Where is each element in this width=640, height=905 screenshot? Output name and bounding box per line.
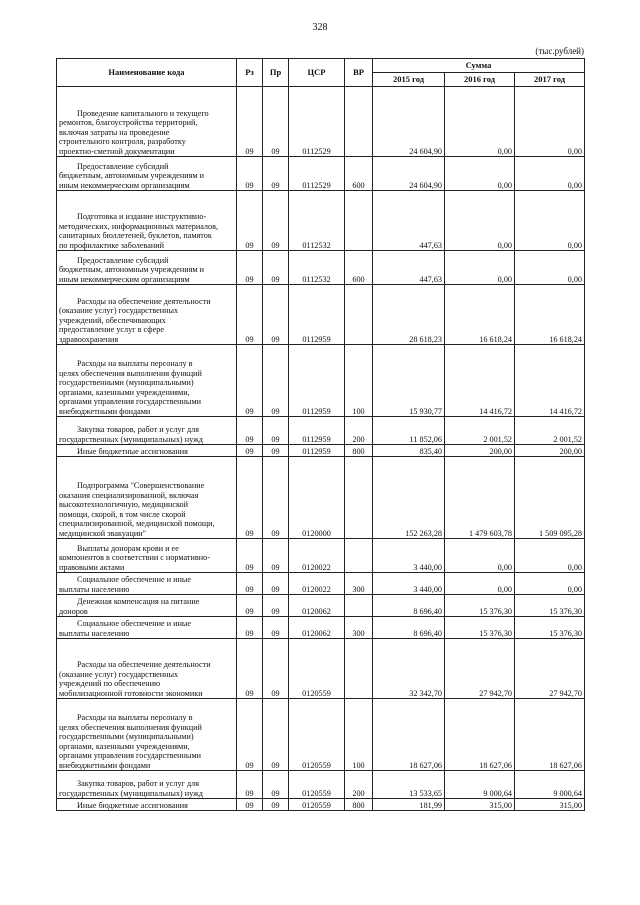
units-label: (тыс.рублей) (535, 46, 584, 56)
row-rz: 09 (237, 345, 263, 417)
row-name (57, 457, 237, 539)
row-rz: 09 (237, 457, 263, 539)
row-name-line: Проведение капитального и текущего (77, 108, 209, 118)
row-name-line: органами управления государственными (59, 751, 202, 761)
row-sum-2016: 18 627,06 (445, 699, 515, 771)
row-pr: 09 (263, 539, 289, 573)
row-rz: 09 (237, 573, 263, 595)
row-name (57, 87, 237, 157)
row-sum-2017: 15 376,30 (515, 617, 585, 639)
row-sum-2015: 13 533,65 (373, 771, 445, 799)
row-name-line: бюджетным, автономным учреждениям и (59, 265, 204, 275)
row-sum-2015: 8 696,40 (373, 617, 445, 639)
row-sum-2016: 15 376,30 (445, 595, 515, 617)
row-rz: 09 (237, 417, 263, 445)
row-csr: 0120559 (289, 799, 345, 811)
row-vr: 200 (345, 771, 373, 799)
row-name-line: Подготовка и издание инструктивно- (77, 212, 207, 222)
row-sum-2016: 0,00 (445, 87, 515, 157)
row-vr: 100 (345, 345, 373, 417)
row-csr: 0120559 (289, 771, 345, 799)
table-row (57, 345, 585, 417)
row-rz: 09 (237, 539, 263, 573)
row-vr: 800 (345, 799, 373, 811)
row-sum-2015: 28 618,23 (373, 285, 445, 345)
row-sum-2016: 16 618,24 (445, 285, 515, 345)
header-csr: ЦСР (289, 59, 345, 87)
row-name (57, 799, 237, 811)
row-name-line: специализированной, медицинской помощи, (59, 519, 215, 529)
row-sum-2017: 2 001,52 (515, 417, 585, 445)
row-sum-2015: 181,99 (373, 799, 445, 811)
row-pr: 09 (263, 445, 289, 457)
row-sum-2017: 0,00 (515, 251, 585, 285)
row-name-line: компонентов в соответствии с нормативно- (59, 553, 210, 563)
row-sum-2016: 15 376,30 (445, 617, 515, 639)
table-row (57, 699, 585, 771)
row-vr (345, 595, 373, 617)
row-sum-2015: 447,63 (373, 251, 445, 285)
row-name-line: государственных (муниципальных) нужд (59, 788, 203, 798)
row-vr (345, 457, 373, 539)
row-name-line: методических, информационных материалов, (59, 221, 219, 231)
row-sum-2016: 14 416,72 (445, 345, 515, 417)
row-name-line: Подпрограмма "Совершенствование (77, 481, 205, 491)
budget-table (56, 58, 585, 811)
row-name-line: здравоохранения (59, 334, 119, 344)
row-name-line: органами, казенными учреждениями, (59, 387, 190, 397)
row-name-line: Расходы на выплаты персоналу в (77, 713, 193, 723)
row-name (57, 445, 237, 457)
header-2015: 2015 год (373, 73, 445, 87)
row-name-line: бюджетным, автономным учреждениям и (59, 171, 204, 181)
header-2016: 2016 год (445, 73, 515, 87)
table-row (57, 639, 585, 699)
row-vr: 300 (345, 617, 373, 639)
row-pr: 09 (263, 699, 289, 771)
row-name-line: Денежная компенсация на питание (77, 597, 200, 607)
row-csr: 0112529 (289, 157, 345, 191)
row-name-line: целях обеспечения выполнения функций (59, 368, 202, 378)
table-row (57, 417, 585, 445)
row-name-line: Выплаты донорам крови и ее (77, 543, 179, 553)
table-row (57, 251, 585, 285)
row-pr: 09 (263, 799, 289, 811)
row-csr: 0120062 (289, 595, 345, 617)
page-number: 328 (312, 22, 328, 33)
row-rz: 09 (237, 771, 263, 799)
row-name (57, 771, 237, 799)
row-sum-2015: 152 263,28 (373, 457, 445, 539)
row-sum-2017: 0,00 (515, 191, 585, 251)
row-sum-2017: 15 376,30 (515, 595, 585, 617)
header-name: Наименование кода (57, 59, 237, 87)
header-pr: Пр (263, 59, 289, 87)
row-name-line: внебюджетными фондами (59, 406, 151, 416)
table-row (57, 617, 585, 639)
table-row (57, 191, 585, 251)
row-sum-2017: 200,00 (515, 445, 585, 457)
table-row (57, 595, 585, 617)
header-2017: 2017 год (515, 73, 585, 87)
row-name-line: высокотехнологичную, медицинской (59, 500, 188, 510)
row-name-line: правовыми актами (59, 562, 125, 572)
row-csr: 0112532 (289, 191, 345, 251)
row-rz: 09 (237, 157, 263, 191)
row-name (57, 699, 237, 771)
row-vr: 600 (345, 251, 373, 285)
row-name-line: учреждений, обеспечивающих (59, 315, 166, 325)
table-row (57, 285, 585, 345)
row-name-line: иным некоммерческим организациям (59, 274, 190, 284)
row-pr: 09 (263, 87, 289, 157)
row-csr: 0120559 (289, 639, 345, 699)
row-name-line: (оказание услуг) государственных (59, 306, 179, 316)
row-sum-2017: 27 942,70 (515, 639, 585, 699)
row-csr: 0112529 (289, 87, 345, 157)
row-sum-2015: 11 852,06 (373, 417, 445, 445)
row-vr (345, 87, 373, 157)
row-rz: 09 (237, 285, 263, 345)
row-name-line: выплаты населению (59, 628, 130, 638)
table-row (57, 771, 585, 799)
row-name-line: государственных (муниципальных) нужд (59, 434, 203, 444)
row-name-line: учреждений по обеспечению (59, 679, 161, 689)
row-vr (345, 191, 373, 251)
row-name-line: санитарных бюллетеней, буклетов, памяток (59, 231, 212, 241)
row-pr: 09 (263, 639, 289, 699)
row-sum-2016: 0,00 (445, 157, 515, 191)
row-csr: 0120022 (289, 573, 345, 595)
row-rz: 09 (237, 799, 263, 811)
row-vr (345, 639, 373, 699)
row-pr: 09 (263, 157, 289, 191)
row-name-line: внебюджетными фондами (59, 760, 151, 770)
row-name (57, 285, 237, 345)
table-row (57, 445, 585, 457)
row-name-line: целях обеспечения выполнения функций (59, 722, 202, 732)
row-name-line: Предоставление субсидий (77, 161, 169, 171)
row-name (57, 417, 237, 445)
row-name (57, 157, 237, 191)
row-sum-2017: 1 509 095,28 (515, 457, 585, 539)
row-sum-2015: 3 440,00 (373, 539, 445, 573)
row-name (57, 639, 237, 699)
row-sum-2016: 1 479 603,78 (445, 457, 515, 539)
row-csr: 0112959 (289, 285, 345, 345)
row-name-line: ремонтов, благоустройства территорий, (59, 118, 198, 128)
row-name (57, 595, 237, 617)
table-row (57, 457, 585, 539)
row-sum-2017: 0,00 (515, 573, 585, 595)
row-name-line: Социальное обеспечение и иные (77, 619, 192, 629)
row-name-line: доноров (59, 606, 88, 616)
row-sum-2016: 0,00 (445, 573, 515, 595)
table-row (57, 87, 585, 157)
row-sum-2015: 32 342,70 (373, 639, 445, 699)
row-sum-2017: 14 416,72 (515, 345, 585, 417)
row-pr: 09 (263, 595, 289, 617)
row-name-line: Предоставление субсидий (77, 255, 169, 265)
row-name-line: мобилизационной готовности экономики (59, 688, 203, 698)
row-name (57, 191, 237, 251)
row-sum-2016: 0,00 (445, 251, 515, 285)
row-sum-2017: 16 618,24 (515, 285, 585, 345)
row-name-line: органами управления государственными (59, 397, 202, 407)
row-name-line: Социальное обеспечение и иные (77, 575, 192, 585)
row-vr: 300 (345, 573, 373, 595)
row-rz: 09 (237, 87, 263, 157)
row-name (57, 617, 237, 639)
row-name-line: Закупка товаров, работ и услуг для (77, 779, 199, 789)
row-name-line: иным некоммерческим организациям (59, 180, 190, 190)
row-pr: 09 (263, 457, 289, 539)
row-pr: 09 (263, 617, 289, 639)
row-pr: 09 (263, 417, 289, 445)
row-rz: 09 (237, 617, 263, 639)
table-row (57, 799, 585, 811)
row-pr: 09 (263, 251, 289, 285)
row-name-line: выплаты населению (59, 584, 130, 594)
row-sum-2015: 3 440,00 (373, 573, 445, 595)
row-name-line: государственными (муниципальными) (59, 732, 194, 742)
row-name-line: строительного контроля, разработку (59, 137, 186, 147)
row-pr: 09 (263, 191, 289, 251)
row-sum-2016: 9 000,64 (445, 771, 515, 799)
header-sum: Сумма (373, 59, 585, 73)
row-name-line: оказания специализированной, включая (59, 490, 199, 500)
row-name-line: Иные бюджетные ассигнования (77, 800, 188, 810)
row-csr: 0120062 (289, 617, 345, 639)
row-sum-2016: 315,00 (445, 799, 515, 811)
table-header (57, 59, 585, 87)
row-pr: 09 (263, 285, 289, 345)
row-sum-2015: 18 627,06 (373, 699, 445, 771)
row-sum-2015: 24 604,90 (373, 157, 445, 191)
row-sum-2015: 447,63 (373, 191, 445, 251)
row-vr (345, 285, 373, 345)
table-row (57, 157, 585, 191)
row-name-line: (оказание услуг) государственных (59, 669, 179, 679)
row-pr: 09 (263, 771, 289, 799)
row-rz: 09 (237, 699, 263, 771)
table-body (57, 87, 585, 811)
row-rz: 09 (237, 595, 263, 617)
row-csr: 0112959 (289, 445, 345, 457)
row-sum-2015: 835,40 (373, 445, 445, 457)
table-row (57, 573, 585, 595)
row-csr: 0112959 (289, 417, 345, 445)
header-vr: ВР (345, 59, 373, 87)
row-name (57, 251, 237, 285)
row-sum-2015: 24 604,90 (373, 87, 445, 157)
row-rz: 09 (237, 445, 263, 457)
row-rz: 09 (237, 191, 263, 251)
row-name-line: проектно-сметной документации (59, 146, 175, 156)
row-sum-2015: 15 930,77 (373, 345, 445, 417)
row-name (57, 345, 237, 417)
row-sum-2016: 0,00 (445, 191, 515, 251)
row-sum-2017: 0,00 (515, 157, 585, 191)
row-name-line: органами, казенными учреждениями, (59, 741, 190, 751)
header-rz: Рз (237, 59, 263, 87)
row-sum-2017: 315,00 (515, 799, 585, 811)
row-csr: 0120559 (289, 699, 345, 771)
row-sum-2016: 200,00 (445, 445, 515, 457)
row-csr: 0120000 (289, 457, 345, 539)
table-row (57, 539, 585, 573)
row-name-line: государственными (муниципальными) (59, 378, 194, 388)
row-csr: 0112959 (289, 345, 345, 417)
row-vr: 600 (345, 157, 373, 191)
row-name (57, 539, 237, 573)
row-name-line: Расходы на обеспечение деятельности (77, 660, 211, 670)
row-name-line: Расходы на выплаты персоналу в (77, 359, 193, 369)
row-pr: 09 (263, 345, 289, 417)
row-name (57, 573, 237, 595)
row-sum-2017: 0,00 (515, 539, 585, 573)
row-csr: 0112532 (289, 251, 345, 285)
row-name-line: включая затраты на проведение (59, 127, 170, 137)
row-sum-2017: 18 627,06 (515, 699, 585, 771)
row-vr: 800 (345, 445, 373, 457)
row-csr: 0120022 (289, 539, 345, 573)
row-sum-2016: 2 001,52 (445, 417, 515, 445)
row-vr: 100 (345, 699, 373, 771)
row-pr: 09 (263, 573, 289, 595)
row-sum-2017: 9 000,64 (515, 771, 585, 799)
row-rz: 09 (237, 251, 263, 285)
row-sum-2016: 0,00 (445, 539, 515, 573)
row-name-line: Расходы на обеспечение деятельности (77, 296, 211, 306)
row-vr (345, 539, 373, 573)
row-name-line: Закупка товаров, работ и услуг для (77, 425, 199, 435)
row-name-line: помощи, скорой, в том числе скорой (59, 509, 186, 519)
row-sum-2017: 0,00 (515, 87, 585, 157)
row-sum-2015: 8 696,40 (373, 595, 445, 617)
row-sum-2016: 27 942,70 (445, 639, 515, 699)
row-name-line: медицинской эвакуации" (59, 528, 146, 538)
row-vr: 200 (345, 417, 373, 445)
row-rz: 09 (237, 639, 263, 699)
row-name-line: предоставление услуг в сфере (59, 325, 164, 335)
row-name-line: по профилактике заболеваний (59, 240, 165, 250)
row-name-line: Иные бюджетные ассигнования (77, 446, 188, 456)
